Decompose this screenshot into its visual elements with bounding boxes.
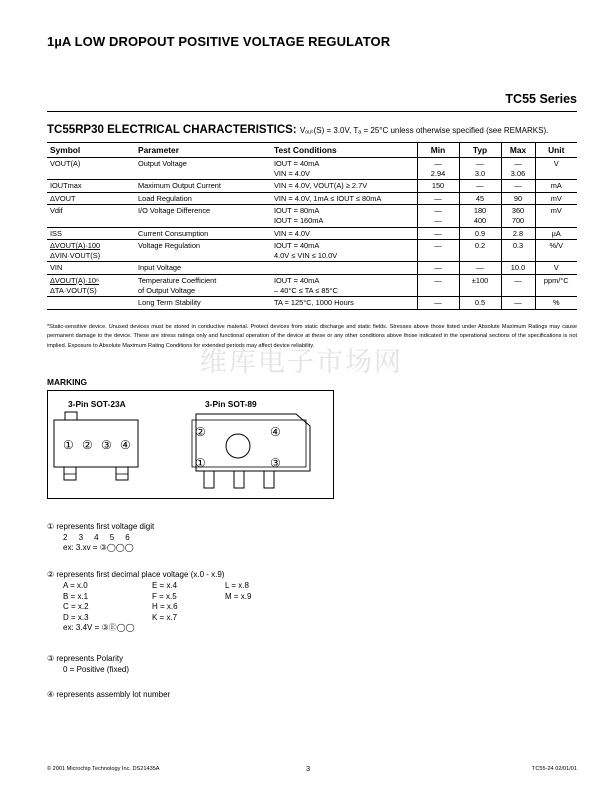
table-row (47, 262, 577, 275)
cell-parameter: Output Voltage (135, 158, 271, 180)
cell-max (501, 158, 535, 180)
legend-entry: D = x.3 (63, 612, 89, 622)
cond-line: IOUT = 160mA (274, 215, 324, 225)
sot89-diagram (186, 408, 326, 494)
symbol-numerator: ΔVOUT(A)·10⁶ (50, 275, 100, 285)
table-row (47, 158, 577, 180)
legend-2-col1 (63, 581, 135, 634)
col-header: Min (417, 143, 459, 158)
typ-line: 400 (473, 215, 487, 225)
cond-line: – 40°C ≤ TA ≤ 85°C (274, 285, 338, 295)
legend-3 (47, 654, 129, 675)
cell-min (417, 205, 459, 227)
pin-2-marker: ② (195, 425, 206, 439)
cell-typ: — (459, 262, 501, 275)
sot89-tab-circle (226, 434, 250, 458)
marking-heading: MARKING (47, 377, 88, 387)
min-line: — (434, 215, 442, 225)
cell-parameter: Maximum Output Current (135, 180, 271, 193)
cell-symbol (47, 274, 135, 296)
sot23a-top-lead (65, 412, 77, 420)
typ-line: 180 (473, 206, 487, 216)
cell-symbol: ΔVOUT (47, 192, 135, 205)
param-line: Temperature Coefficient (138, 275, 217, 285)
sot89-lead (234, 471, 244, 488)
sot89-label: 3-Pin SOT-89 (205, 399, 257, 409)
cell-unit: V (535, 262, 577, 275)
cell-min: — (417, 274, 459, 296)
table-row (47, 180, 577, 193)
cell-parameter: Load Regulation (135, 192, 271, 205)
cell-typ (459, 158, 501, 180)
legend-2-example: ex: 3.4V = ③Ⓔ◯◯ (63, 623, 135, 632)
pin-4-marker: ④ (270, 425, 281, 439)
sot23a-lead (116, 467, 128, 480)
cell-parameter: Input Voltage (135, 262, 271, 275)
cell-unit: % (535, 297, 577, 310)
cond-line: 4.0V ≤ VIN ≤ 10.0V (274, 250, 338, 260)
min-line: — (434, 206, 442, 216)
cell-unit: ppm/°C (535, 274, 577, 296)
symbol-denominator: ΔVIN·VOUT(S) (50, 250, 101, 260)
cell-parameter: I/O Voltage Difference (135, 205, 271, 227)
cell-conditions (271, 274, 417, 296)
cell-max: 2.8 (501, 227, 535, 240)
cell-unit: mV (535, 192, 577, 205)
cell-min: — (417, 227, 459, 240)
cell-max (501, 205, 535, 227)
legend-2-title: ② represents first decimal place voltage (x.0 - x.9) (47, 570, 225, 579)
table-header-row (47, 143, 577, 158)
sot89-lead (264, 471, 274, 488)
legend-entry: E = x.4 (152, 581, 178, 590)
cell-parameter: Voltage Regulation (135, 240, 271, 262)
pin-3-marker: ③ (101, 438, 112, 452)
cell-max: — (501, 274, 535, 296)
cell-unit: mV (535, 205, 577, 227)
cell-typ: 0.5 (459, 297, 501, 310)
table-row (47, 297, 577, 310)
ec-heading (47, 124, 548, 136)
pin-2-marker: ② (82, 438, 93, 452)
cell-parameter: Current Consumption (135, 227, 271, 240)
pin-1-marker: ① (63, 438, 74, 452)
cell-min (417, 158, 459, 180)
cell-min: — (417, 297, 459, 310)
legend-entry: K = x.7 (152, 612, 178, 622)
cell-symbol: IOUTmax (47, 180, 135, 193)
cell-conditions: TA = 125°C, 1000 Hours (271, 297, 417, 310)
legend-entry: H = x.6 (152, 602, 178, 611)
cell-typ: 0.2 (459, 240, 501, 262)
legend-1-example: ex: 3.xv = ③◯◯◯ (63, 543, 134, 552)
pin-4-marker: ④ (120, 438, 131, 452)
cell-symbol (47, 240, 135, 262)
cond-line: IOUT = 40mA (274, 241, 320, 251)
ec-conditions: Vₒᵤₜ(S) = 3.0V, Tₐ = 25°C unless otherwise specified (see REMARKS). (299, 126, 549, 135)
symbol-denominator: ΔTA·VOUT(S) (50, 285, 97, 295)
cell-symbol: Vdif (47, 205, 135, 227)
min-line: 2.94 (430, 168, 446, 178)
col-header: Parameter (135, 143, 271, 158)
param-line: of Output Voltage (138, 285, 196, 295)
legend-3-sub: 0 = Positive (fixed) (63, 664, 130, 674)
sot89-outer (196, 414, 310, 471)
cell-conditions (271, 205, 417, 227)
cell-conditions: VIN = 4.0V, 1mA ≤ IOUT ≤ 80mA (271, 192, 417, 205)
col-header: Max (501, 143, 535, 158)
sot89-lead (204, 471, 214, 488)
cell-unit: %/V (535, 240, 577, 262)
footnote: *Static-sensitive device. Unused devices must be stored in conductive material. Protect devices from static discharge and static fields. Stresses above those listed under Absolute Maximum Ratings may cause permanent damage to the device. These are stress ratings only and functional operation of the device at these or any other conditions above those indicated in the operational sections of the specifications is not implied. Exposure to Absolute Maximum Rating Conditions for extended periods may affect device reliability. (47, 324, 577, 349)
legend-entry: B = x.1 (63, 591, 89, 601)
cell-typ: 45 (459, 192, 501, 205)
sot23a-lead (64, 467, 76, 480)
cell-typ: 0.9 (459, 227, 501, 240)
col-header: Test Conditions (271, 143, 417, 158)
cell-conditions: VIN = 4.0V (271, 227, 417, 240)
col-header: Typ (459, 143, 501, 158)
pin-1-marker: ① (195, 456, 206, 470)
legend-1 (47, 522, 154, 554)
cond-line: IOUT = 40mA (274, 159, 320, 168)
cond-line: IOUT = 40mA (274, 275, 320, 285)
cell-min: — (417, 240, 459, 262)
col-header: Unit (535, 143, 577, 158)
cell-symbol: VIN (47, 262, 135, 275)
legend-1-digits: 2 3 4 5 6 (63, 532, 130, 542)
typ-line: 3.0 (474, 168, 486, 178)
cell-unit: V (535, 158, 577, 180)
legend-entry: F = x.5 (152, 591, 177, 601)
divider (47, 111, 577, 112)
min-line: — (434, 159, 442, 168)
cell-symbol (47, 297, 135, 310)
col-header: Symbol (47, 143, 135, 158)
cell-max: 10.0 (501, 262, 535, 275)
cell-max: 0.3 (501, 240, 535, 262)
sot23a-diagram (50, 408, 150, 488)
cell-typ (459, 205, 501, 227)
cell-parameter (135, 274, 271, 296)
pin-3-marker: ③ (270, 456, 281, 470)
cell-conditions (271, 158, 417, 180)
cell-typ: — (459, 180, 501, 193)
series-title: TC55 Series (505, 92, 577, 106)
ec-title: TC55RP30 ELECTRICAL CHARACTERISTICS: (47, 124, 297, 136)
legend-2-col3 (225, 581, 251, 602)
cell-unit: mA (535, 180, 577, 193)
cell-max: — (501, 297, 535, 310)
legend-entry: L = x.8 (225, 581, 249, 590)
legend-entry: M = x.9 (225, 591, 252, 601)
legend-4 (47, 690, 170, 701)
max-line: — (514, 159, 522, 168)
max-line: 360 (511, 206, 525, 216)
page-title: 1µA LOW DROPOUT POSITIVE VOLTAGE REGULATOR (47, 34, 391, 49)
legend-3-title: ③ represents Polarity (47, 654, 124, 663)
cond-line: VIN = 4.0V (274, 168, 310, 178)
table-row (47, 274, 577, 296)
legend-entry: C = x.2 (63, 602, 89, 611)
table-row (47, 240, 577, 262)
cond-line: IOUT = 80mA (274, 206, 320, 216)
legend-1-title: ① represents first voltage digit (47, 522, 155, 531)
cell-unit: µA (535, 227, 577, 240)
cell-typ: ±100 (459, 274, 501, 296)
cell-conditions (271, 240, 417, 262)
legend-2-col2 (152, 581, 178, 623)
cell-min: 150 (417, 180, 459, 193)
legend-4-title: ④ represents assembly lot number (47, 690, 171, 699)
cell-conditions: VIN = 4.0V, VOUT(A) ≥ 2.7V (271, 180, 417, 193)
page-number: 3 (306, 764, 311, 773)
cell-conditions (271, 262, 417, 275)
symbol-numerator: ΔVOUT(A)·100 (50, 241, 101, 251)
sot23a-label: 3-Pin SOT-23A (68, 399, 126, 409)
cell-max: — (501, 180, 535, 193)
cell-symbol: VOUT(A) (47, 158, 135, 180)
max-line: 3.06 (510, 168, 526, 178)
max-line: 700 (511, 215, 525, 225)
legend-entry: A = x.0 (63, 581, 88, 590)
typ-line: — (476, 159, 484, 168)
table-row (47, 227, 577, 240)
cell-symbol: ISS (47, 227, 135, 240)
table-row (47, 205, 577, 227)
watermark: 维库电子市场网 (200, 347, 403, 378)
electrical-characteristics-table (47, 142, 577, 310)
footer-left: © 2001 Microchip Technology Inc. DS21435A (47, 766, 160, 772)
footer-right: TC55-24 02/01/01 (531, 766, 577, 772)
legend-2 (47, 570, 224, 581)
cell-min: — (417, 192, 459, 205)
cell-min: — (417, 262, 459, 275)
cell-parameter: Long Term Stability (135, 297, 271, 310)
table-row (47, 192, 577, 205)
cell-max: 90 (501, 192, 535, 205)
